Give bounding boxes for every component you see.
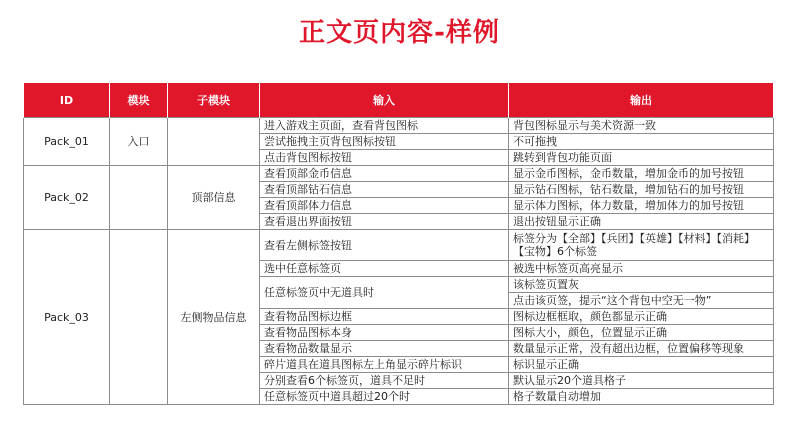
output-cell: 数量显示正常，没有超出边框，位置偏移等现象 [509, 341, 774, 357]
output-cell: 格子数量自动增加 [509, 389, 774, 405]
output-cell: 显示金币图标，金币数量，增加金币的加号按钮 [509, 166, 774, 182]
module-cell [110, 230, 168, 405]
output-cell: 不可拖拽 [509, 134, 774, 150]
module-cell [110, 166, 168, 230]
table-row [24, 166, 774, 182]
id-cell: Pack_01 [24, 118, 110, 166]
output-cell: 标签分为【全部】【兵团】【英雄】【材料】【消耗】【宝物】6个标签 [509, 230, 774, 261]
submodule-cell: 左侧物品信息 [168, 230, 260, 405]
input-cell: 查看退出界面按钮 [260, 214, 509, 230]
header-submodule: 子模块 [168, 83, 260, 118]
output-cell: 退出按钮显示正确 [509, 214, 774, 230]
header-input: 输入 [260, 83, 509, 118]
input-cell: 查看左侧标签按钮 [260, 230, 509, 261]
input-cell: 点击背包图标按钮 [260, 150, 509, 166]
submodule-cell [168, 118, 260, 166]
input-cell: 查看物品数量显示 [260, 341, 509, 357]
output-cell: 显示钻石图标，钻石数量，增加钻石的加号按钮 [509, 182, 774, 198]
output-cell: 图标大小，颜色，位置显示正确 [509, 325, 774, 341]
header-module: 模块 [110, 83, 168, 118]
table-row [24, 118, 774, 134]
table-header-row [24, 83, 774, 118]
input-cell: 查看顶部体力信息 [260, 198, 509, 214]
header-id: ID [24, 83, 110, 118]
submodule-cell: 顶部信息 [168, 166, 260, 230]
input-cell: 查看物品图标边框 [260, 309, 509, 325]
test-case-table [23, 83, 774, 405]
output-cell: 显示体力图标，体力数量，增加体力的加号按钮 [509, 198, 774, 214]
output-cell: 点击该页签，提示“这个背包中空无一物” [509, 293, 774, 309]
input-cell: 进入游戏主页面，查看背包图标 [260, 118, 509, 134]
input-cell: 任意标签页中道具超过20个时 [260, 389, 509, 405]
output-cell: 背包图标显示与美术资源一致 [509, 118, 774, 134]
page-title: 正文页内容-样例 [299, 18, 500, 48]
output-cell: 跳转到背包功能页面 [509, 150, 774, 166]
input-cell: 查看顶部金币信息 [260, 166, 509, 182]
module-cell: 入口 [110, 118, 168, 166]
id-cell: Pack_02 [24, 166, 110, 230]
output-cell: 标识显示正确 [509, 357, 774, 373]
output-cell: 默认显示20个道具格子 [509, 373, 774, 389]
header-output: 输出 [509, 83, 774, 118]
output-cell: 图标边框框取，颜色都显示正确 [509, 309, 774, 325]
output-cell: 该标签页置灰 [509, 277, 774, 293]
input-cell: 尝试拖拽主页背包图标按钮 [260, 134, 509, 150]
input-cell: 查看物品图标本身 [260, 325, 509, 341]
id-cell: Pack_03 [24, 230, 110, 405]
input-cell: 任意标签页中无道具时 [260, 277, 509, 309]
output-cell: 被选中标签页高亮显示 [509, 261, 774, 277]
input-cell: 查看顶部钻石信息 [260, 182, 509, 198]
input-cell: 选中任意标签页 [260, 261, 509, 277]
table-row [24, 230, 774, 261]
input-cell: 碎片道具在道具图标左上角显示碎片标识 [260, 357, 509, 373]
input-cell: 分别查看6个标签页，道具不足时 [260, 373, 509, 389]
